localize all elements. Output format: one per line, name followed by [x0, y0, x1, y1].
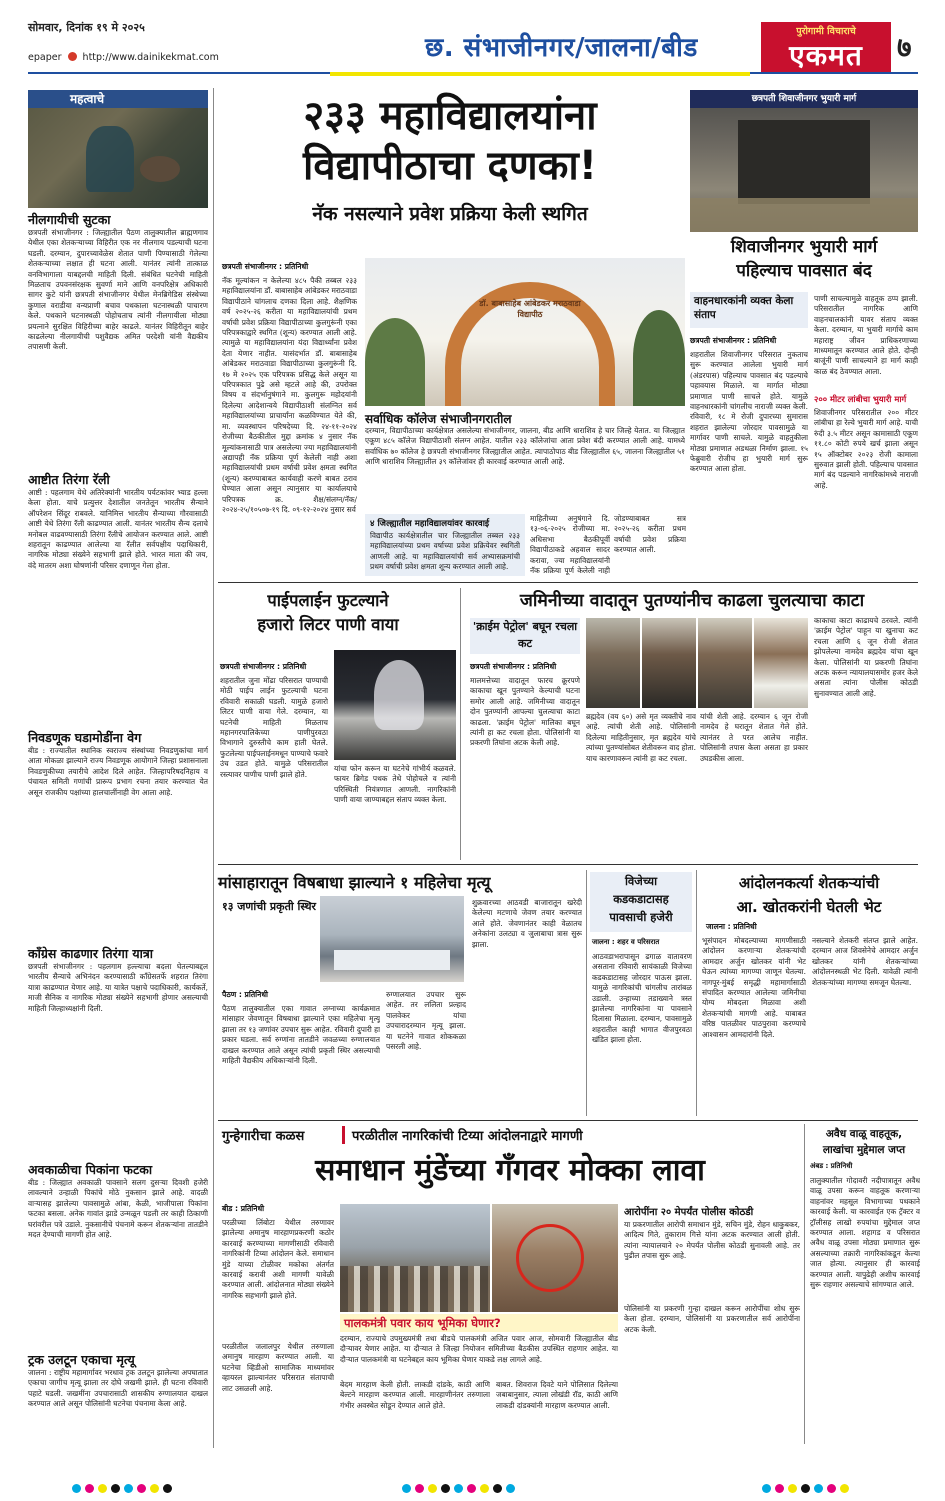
right-col1: शहरातील शिवाजीनगर परिसरात नुकताच सुरू करण्यात आलेला भुयारी मार्ग (अंडरपास) पहिल्याच पावसात बंद पडल्याचे पहावयास मिळाले. या मार्गात मोठ्या प्रमाणात पाणी साचले होते. यामुळे वाहनधारकांनी चांगलीच नाराजी व्यक्त केली. रविवारी, १८ मे रोजी दुपारच्या सुमारास शहरात झालेल्या जोरदार पावसामुळे या मार्गावर पाणी साचले. यामुळे वाहतुकीला मोठ्या प्रमाणात अडथळा निर्माण झाला. १५ फेब्रुवारी रोजीच हा भुयारी मार्ग सुरू करण्यात आला होता.	[690, 350, 808, 474]
sidebar-item-title: ट्रक उलटून एकाचा मृत्यू	[28, 1352, 135, 1367]
bottom-tag-left: गुन्हेगारीचा कळस	[222, 1129, 305, 1144]
poisoning-headline: मांसाहारातून विषबाधा झाल्याने १ महिलेचा मृत्यू	[218, 873, 491, 892]
column-divider	[804, 1124, 805, 1444]
poisoning-text: पैठण तालुक्यातील एका गावात लग्नाच्या कार्यक्रमात मांसाहार जेवणातून विषबाधा झाल्याने एका महिलेचा मृत्यू झाला तर १३ जणांवर उपचार सुरू आहेत. रविवारी दुपारी हा प्रकार घडला. सर्व रुग्णांना तातडीने जवळच्या रुग्णालयात दाखल करण्यात आले असून त्यांची प्रकृती स्थिर असल्याची माहिती वैद्यकीय अधिकाऱ्यांनी दिली.	[222, 1004, 380, 1066]
bottom-tag-separator	[342, 1126, 345, 1144]
farmer-headline-line2: आ. खोतकरांनी घेतली भेट	[736, 898, 882, 916]
bottom-col1b: परळीतील जलालपुर येथील तरुणाला अमानुष मारहाण करण्यात आली. या घटनेचा व्हिडीओ सामाजिक माध्यमांवर व्हायरल झाल्यानंतर परिसरात संतापाची लाट उसळली आहे.	[222, 1342, 334, 1393]
underpass-sign-text: छत्रपती शिवाजीनगर भुयारी मार्ग	[751, 94, 857, 104]
farmer-text: भूसंपादन मोबदल्याच्या मागणीसाठी आंदोलन करणाऱ्या शेतकऱ्यांची आमदार अर्जुन खोतकर यांनी भेट घेऊन त्यांच्या मागण्या जाणून घेतल्या. नागपूर-मुंबई समृद्धी महामार्गासाठी संपादित करण्यात आलेल्या जमिनीचा योग्य मोबदला मिळावा अशी शेतकऱ्यांची मागणी आहे. याबाबत वरिष्ठ पातळीवर पाठपुरावा करण्याचे आश्वासन आमदारांनी दिले.	[702, 936, 806, 1039]
lead-byline: छत्रपती संभाजीनगर : प्रतिनिधी	[222, 262, 309, 271]
bottom-col4: पोलिसांनी या प्रकरणी गुन्हा दाखल करून आरोपींचा शोध सुरू केला होता. दरम्यान, पोलिसांनी या प्रकरणातील सर्व आरोपींना अटक केली.	[624, 1304, 800, 1334]
column-divider	[586, 870, 587, 1116]
section-rule	[218, 864, 918, 865]
sidebar-item-title: निवडणूक घडामोडींना वेग	[28, 730, 142, 745]
victim-photo	[754, 618, 808, 708]
sidebar-item-text: आष्टी : पहलगाम येथे अतिरेक्यांनी भारतीय पर्यटकांवर भ्याड हल्ला केला होता. याचे प्रत्युत्तर देशातील जनतेतून भारतीय सैन्याने ऑपरेशन सिंदूर राबवले. यानिमित्त भारतीय सैन्याच्या गौरवासाठी आष्टी येथे तिरंगा रॅली काढण्यात आली. यानंतर भारतीय सैन्य दलाचे मनोबल वाढवण्यासाठी तिरंगा रॅलीचे आयोजन करण्यात आले. आष्टी शहरातून काढण्यात आलेल्या या रॅलीत सर्वपक्षीय पदाधिकारी, नागरिक मोठ्या संख्येने सहभागी झाले होते. भारत माता की जय, वंदे मातरम अशा घोषणांनी परिसर दणाणून गेला होता.	[28, 488, 208, 570]
tunnel-opening	[738, 120, 870, 204]
rain-headline-box	[590, 872, 692, 932]
poisoning-subhead: १३ जणांची प्रकृती स्थिर	[222, 900, 316, 913]
land-col1: मालमत्तेच्या वादातून फारच क्रूरपणे काकाचा खून पुतण्याने केल्याची घटना समोर आली आहे. जमिनीच्या वादातून दोन पुतण्यांनी आपल्या चुलत्याचा काटा काढला. 'क्राईम पेट्रोल' मालिका बघून त्यांनी हा कट रचला होता. पोलिसांनी या प्रकरणी तिघांना अटक केली आहे.	[470, 676, 580, 748]
sand-text: तालुक्यातील गोदावरी नदीपात्रातून अवैध वाळू उपसा करून वाहतूक करणाऱ्या वाहनांवर महसूल विभागाच्या पथकाने कारवाई केली. या कारवाईत एक ट्रॅक्टर व ट्रॉलीसह लाखो रुपयांचा मुद्देमाल जप्त करण्यात आला. शहागड व परिसरात अवैध वाळू उपसा मोठ्या प्रमाणात सुरू असल्याच्या तक्रारी नागरिकांकडून केल्या जात होत्या. त्यानुसार ही कारवाई करण्यात आली. यापुढेही अशीच कारवाई सुरू राहणार असल्याचे सांगण्यात आले.	[810, 1176, 920, 1290]
bottom-headline: समाधान मुंडेंच्या गँगवर मोक्का लावा	[315, 1153, 705, 1188]
bottom-col2: बेदम मारहाण केली होती. लाकडी दांडके, काठी आणि बेल्टने मारहाण करण्यात आली. मारहाणीनंतर तरुणाला गंभीर अवस्थेत सोडून देण्यात आले होते.	[340, 1380, 490, 1410]
sand-headline-line1: अवैध वाळू वाहतूक,	[825, 1128, 903, 1140]
masthead	[0, 0, 945, 80]
right-box-title: २०० मीटर लांबीचा भुयारी मार्ग	[814, 394, 907, 404]
bed-shape	[334, 950, 450, 970]
underpass-photo	[690, 90, 918, 232]
epaper-label: epaper	[28, 52, 62, 63]
pipeline-burst-photo	[334, 650, 456, 760]
poisoning-byline: पैठण : प्रतिनिधी	[222, 990, 268, 999]
pipeline-text2: यांचा फोन करून या घटनेचे गांभीर्य कळवले. फायर ब्रिगेड पथक तेथे पोहोचले व त्यांनी परिस्थिती नियंत्रणात आणली. नागरिकांनी पाणी वाया जाण्याबद्दल संताप व्यक्त केला.	[334, 764, 456, 805]
sidebar	[28, 90, 208, 1450]
lead-headline-line2: विद्यापीठाचा दणका!	[302, 143, 597, 189]
column-divider	[696, 870, 697, 1116]
land-col2: ब्रह्मदेव (वय ६०) असे मृत व्यक्तीचे नाव आहे. त्यांची शेती आहे. पोलिसांनी दिलेल्या माहितीनुसार, मृत ब्रह्मदेव यांचे त्यांच्या पुतण्यांसोबत शेतीवरून वाद होता. याच कारणावरून त्यांनी हा कट रचला.	[586, 712, 696, 763]
sand-byline: अंबड : प्रतिनिधी	[810, 1162, 853, 1170]
lead-action-box-title: ४ जिल्ह्यातील महाविद्यालयांवर कारवाई	[370, 519, 490, 529]
land-col4: काकाचा काटा काढायचे ठरवले. त्यांनी 'क्राईम पेट्रोल' पाहून या खुनाचा कट रचला आणि ६ जून रोजी शेतात झोपलेल्या नामदेव ब्रह्मदेव यांचा खून केला. पोलिसांनी या प्रकरणी तिघांना अटक करून न्यायालयासमोर हजर केले असता त्यांना पोलीस कोठडी सुनावण्यात आली आहे.	[814, 616, 918, 698]
column-divider	[460, 588, 461, 860]
sidebar-divider	[213, 88, 214, 1448]
rain-headline-line2: कडकडाटासह	[613, 892, 669, 906]
land-headline: जमिनीच्या वादातून पुतण्यांनीच काढला चुलत्याचा काटा	[519, 591, 865, 611]
bottom-photo-caption: पालकमंत्री पवार काय भूमिका घेणार?	[340, 1314, 618, 1332]
bottom-photo-caption-text: दरम्यान, राज्याचे उपमुख्यमंत्री तथा बीडचे पालकमंत्री अजित पवार आज, सोमवारी जिल्ह्यातील बीड दौऱ्यावर येणार आहेत. या दौऱ्यात ते जिल्हा नियोजन समितीच्या बैठकीस उपस्थित राहणार आहेत. या दौऱ्यात पालकमंत्री या घटनेबद्दल काय भूमिका घेणार याकडे लक्ष लागले आहे.	[340, 1334, 618, 1364]
accused-photo	[642, 618, 696, 708]
pipeline-text: शहरातील जुना मोंढा परिसरात पाण्याची मोठी पाईप लाईन फुटल्याची घटना रविवारी सकाळी घडली. यामुळे हजारो लिटर पाणी वाया गेले. दरम्यान, या घटनेची माहिती मिळताच महानगरपालिकेच्या पाणीपुरवठा विभागाने दुरुस्तीचे काम हाती घेतले. फुटलेल्या पाईपलाईनमधून पाण्याचे फवारे उंच उडत होते. यामुळे परिसरातील रस्त्यावर पाणीच पाणी झाले होते.	[220, 676, 328, 779]
rain-byline: जालना : शहर व परिसरात	[592, 938, 660, 946]
pipeline-headline-line1: पाईपलाईन फुटल्याने	[267, 591, 389, 610]
sidebar-item-text: छत्रपती संभाजीनगर : पहलगाम हल्ल्याचा बदला घेतल्याबद्दल भारतीय सैन्याचे अभिनंदन करण्यासाठी काँग्रेसतर्फे शहरात तिरंगा यात्रा काढण्यात येणार आहे. या यात्रेत पक्षाचे पदाधिकारी, कार्यकर्ते, माजी सैनिक व नागरिक मोठ्या संख्येने सहभागी होणार असल्याची माहिती जिल्हाध्यक्षांनी दिली.	[28, 962, 208, 1013]
sidebar-item-text: जालना : राष्ट्रीय महामार्गावर भरधाव ट्रक उलटून झालेल्या अपघातात एकाचा जागीच मृत्यू झाला तर दोघे जखमी झाले. ही घटना रविवारी पहाटे घडली. जखमींना उपचारासाठी शासकीय रुग्णालयात दाखल करण्यात आले असून पोलिसांनी घटनेचा पंचनामा केला आहे.	[28, 1368, 208, 1409]
sidebar-item-title: नीलगायीची सुटका	[28, 212, 111, 227]
crowd-shape	[340, 1266, 490, 1312]
epaper-line	[28, 52, 219, 63]
accused-photo	[586, 618, 640, 708]
land-subhead: 'क्राईम पेट्रोल' बघून रचला कट	[470, 618, 580, 654]
lead-photo-caption-text: दरम्यान, विद्यापीठाच्या कार्यक्षेत्रात असलेल्या संभाजीनगर, जालना, बीड आणि धाराशिव हे चार जिल्हे येतात. या जिल्ह्यात एकूण ४८५ कॉलेज विद्यापीठाशी संलग्न आहेत. यातील २३३ कॉलेजांचा आता प्रवेश बंदी करण्यात आली आहे. यामध्ये सर्वाधिक ७० कॉलेज हे छत्रपती संभाजीनगर जिल्ह्यातील आहेत. त्यापाठोपाठ बीड जिल्ह्यातील ६५, जालना जिल्ह्यातील ५१ आणि धाराशिव जिल्ह्यातील ३९ कॉलेजांवर ही कारवाई करण्यात आली आहे.	[365, 426, 685, 467]
water-surface	[690, 198, 918, 232]
section-rule	[218, 582, 918, 583]
arch-inscription: डॉ. बाबासाहेब आंबेडकर मराठवाडा विद्यापीठ	[479, 299, 581, 319]
victim-injury-photo	[492, 1204, 618, 1312]
edition-title: छ. संभाजीनगर/जालना/बीड	[425, 33, 698, 63]
farmer-byline: जालना : प्रतिनिधी	[706, 922, 757, 931]
university-arch-photo	[365, 258, 685, 406]
lead-col1: नॅक मूल्यांकन न केलेल्या ४८५ पैकी तब्बल २३३ महाविद्यालयांना डॉ. बाबासाहेब आंबेडकर मराठवाडा विद्यापीठाने चांगलाच दणका दिला आहे. शैक्षणिक वर्ष २०२५-२६ करीता या महाविद्यालयांची प्रथम वर्षाची प्रवेश प्रक्रिया विद्यापीठाच्या कुलगुरूंनी एका परिपत्रकाद्वारे स्थगित (शून्य) करण्यात आली आहे. त्यामुळे या महाविद्यालयांना यंदा विद्यार्थ्यांना प्रवेश देता येणार नाहीत. यासंदर्भात डॉ. बाबासाहेब आंबेडकर मराठवाडा विद्यापीठाच्या कुलगुरूंनी दि. १७ मे २०२५ एक परिपत्रक प्रसिद्ध केले असून या परिपत्रकात पुढे असे म्हटले आहे की, उपरोक्त विषय व संदर्भानुषंगाने मा. कुलगुरू महोदयांनी दिलेल्या आदेशान्वये विद्यापीठाशी संलग्नित सर्व महाविद्यालयांच्या प्राचार्यांना कळविण्यात येते की, मा. व्यवस्थापन परिषदेच्या दि. २४-११-२०२४ रोजीच्या बैठकीतील मुद्दा क्रमांक ४ नुसार नॅक मूल्यांकनासाठी पात्र असलेल्या ज्या महाविद्यालयांनी अद्यापही नॅक प्रक्रिया पूर्ण केलेली नाही अशा महाविद्यालयांची प्रथम वर्षाची प्रवेश क्षमता स्थगित (शून्य) करण्याबाबत कार्यवाही करणे बाबत ठराव घेण्यात आला असून त्यानुसार या कार्यालयाचे परिपत्रक क्र. शैक्ष/संलग्न/नॅक/२०२४-२५/१०५०७-१९ दि. ०९-१२-२०२४ नुसार सर्व	[222, 276, 357, 514]
lead-subhead: नॅक नसल्याने प्रवेश प्रक्रिया केली स्थगित	[312, 203, 588, 225]
land-byline: छत्रपती संभाजीनगर : प्रतिनिधी	[470, 662, 557, 671]
farmer-headline-line1: आंदोलनकर्त्या शेतकऱ्यांची	[738, 874, 880, 892]
sidebar-item-title: अवकाळीचा पिकांना फटका	[28, 1162, 153, 1177]
bottom-col3: बाबत. शिवराज दिवटे याने पोलिसात दिलेल्या जबाबानुसार, त्याला लोखंडी रॉड, काठी आणि लाकडी दांडक्यांनी मारहाण करण्यात आली.	[496, 1380, 618, 1410]
right-col2: पाणी साचल्यामुळे वाहतूक ठप्प झाली. परिसरातील नागरिक आणि वाहनचालकांनी यावर संताप व्यक्त केला. दरम्यान, या भुयारी मार्गाचे काम महाराष्ट्र जीवन प्राधिकरणाच्या माध्यमातून करण्यात आले होते. दोन्ही बाजूंनी पाणी साचल्याने हा मार्ग काही काळ बंद ठेवण्यात आला.	[814, 294, 918, 376]
right-subhead: वाहनधारकांनी व्यक्त केला संताप	[690, 292, 808, 328]
epaper-url[interactable]: http://www.dainikekmat.com	[82, 52, 219, 63]
accused-photo	[698, 618, 752, 708]
right-box-text: शिवाजीनगर परिसरातील २०० मीटर लांबीचा हा रेल्वे भुयारी मार्ग आहे. याची रुंदी ३.५ मीटर असून कामासाठी एकूण ११.८० कोटी रुपये खर्च झाला असून १५ ऑक्टोबर २०२३ रोजी कामाला सुरुवात झाली होती. पहिल्याच पावसात मार्ग बंद पडल्याने नागरिकांमध्ये नाराजी आहे.	[814, 408, 918, 490]
animal-figure	[140, 156, 180, 182]
bottom-col1: परळीच्या लिंबोटा येथील तरुणावर झालेल्या अमानुष मारहाणप्रकरणी कठोर कारवाई करण्याच्या मागणीसाठी रविवारी नागरिकांनी टिय्या आंदोलन केले. समाधान मुंडे याच्या टोळीवर मकोका अंतर्गत कारवाई करावी अशी मागणी यावेळी करण्यात आली. आंदोलनात मोठ्या संख्येने नागरिक सहभागी झाले होते.	[222, 1218, 334, 1300]
registration-marks-left	[70, 1478, 174, 1497]
arrest-box-title: आरोपींना २० मेपर्यंत पोलीस कोठडी	[624, 1207, 754, 1218]
right-headline-line1: शिवाजीनगर भुयारी मार्ग	[730, 237, 878, 257]
registration-marks-center	[400, 1478, 517, 1497]
right-byline: छत्रपती संभाजीनगर : प्रतिनिधी	[690, 336, 777, 345]
poisoning-text3: शुक्रवारच्या आठवडी बाजारातून खरेदी केलेल्या मटणाचे जेवण तयार करण्यात आले होते. जेवणानंतर काही वेळातच अनेकांना उलट्या व जुलाबाचा त्रास सुरू झाला.	[472, 898, 582, 949]
lead-action-box	[365, 514, 525, 576]
hospital-photo	[320, 896, 464, 982]
sidebar-item-text: छत्रपती संभाजीनगर : जिल्ह्यातील पैठण तालुक्यातील ब्राह्मणगाव येथील एका शेतकऱ्याच्या विहिरीत एक नर नीलगाय पडल्याची घटना घडली. दरम्यान, दुपारच्यावेळेस शेतात पाणी पिण्यासाठी गेलेल्या शेतकऱ्याच्या लक्षात ही घटना आली. यानंतर त्यांनी तात्काळ वनविभागाला याबद्दलची माहिती दिली. संबंधित घटनेची माहिती मिळताच उपवनसंरक्षक सुवर्णा माने आणि वनपरिक्षेत्र अधिकारी सागर कुटे यांनी छत्रपती संभाजीनगर येथील मेनब्रिगेडिस संस्थेच्या कुणाल वराडीया वन्यप्राणी बचाव पथकाला घटनास्थळी पाचारण केले. पथकाने घटनास्थळी पोहोचताच त्यांनी नीलगायीला मोठ्या प्रयत्नाने सुरक्षित विहिरीच्या बाहेर काढले. यानंतर विहिरीतून बाहेर काढलेल्या नीलगायीची पशुवैद्यक अमित परदेशी यांनी वैद्यकीय तपासणी केली.	[28, 228, 208, 352]
tree-shape	[633, 310, 685, 406]
sand-headline-line2: लाखांचा मुद्देमाल जप्त	[822, 1144, 906, 1156]
pipeline-byline: छत्रपती संभाजीनगर : प्रतिनिधी	[220, 662, 307, 671]
brand-box	[761, 22, 891, 74]
protest-photo	[340, 1204, 490, 1312]
masthead-yellow-band	[330, 72, 750, 76]
highlight-circle	[516, 1224, 584, 1292]
section-rule	[218, 1120, 918, 1121]
page-number: ७	[897, 31, 912, 64]
bottom-tag-right: परळीतील नागरिकांची टिय्या आंदोलनाद्वारे मागणी	[352, 1129, 583, 1144]
globe-icon	[68, 52, 77, 61]
lead-col3: माहितीच्या अनुषंगाने दि. १३-०६-२०२५ रोजीच्या मा. अधिसभा बैठकीपूर्वी विद्यापीठाकडे अहवाल सादर करावा, ज्या महाविद्यालयांनी नॅक प्रक्रिया पूर्ण केलेली नाही	[530, 514, 610, 576]
sidebar-header: महत्वाचे	[28, 90, 208, 108]
water-spray	[374, 660, 424, 730]
net-figure	[86, 126, 134, 192]
tree-shape	[365, 318, 425, 406]
lead-action-box-text: विद्यापीठ कार्यक्षेत्रातील चार जिल्ह्यातील तब्बल २३३ महाविद्यालयांच्या प्रथम वर्षाच्या प्रवेश प्रक्रियेवर स्थगिती आणली आहे. या महाविद्यालयांची सर्व अभ्यासक्रमांची प्रथम वर्षाची प्रवेश क्षमता शून्य करण्यात आली आहे.	[370, 531, 520, 572]
sidebar-item-title: आष्टीत तिरंगा रॅली	[28, 472, 110, 487]
lead-photo-caption-title: सर्वाधिक कॉलेज संभाजीनगरातील	[365, 412, 512, 426]
rain-headline-line1: विजेच्या	[624, 874, 658, 888]
date-line: सोमवार, दिनांक १९ मे २०२५	[28, 21, 145, 34]
brand-logo: एकमत	[789, 39, 863, 72]
rain-headline-line3: पावसाची हजेरी	[609, 910, 673, 924]
underpass-sign-board	[690, 90, 918, 108]
lead-col4: जोडण्याबाबत सत्र २०२५-२६ करीता प्रथम वर्षाची प्रवेश प्रक्रिया करण्यात आली.	[614, 514, 686, 555]
registration-marks-right	[760, 1478, 851, 1497]
arrest-box-text: या प्रकरणातील आरोपी समाधान मुंडे, सचिन मुंडे, रोहन धाकुबकर, आदित्य गिते, तुकाराम गित्ते यांना अटक करण्यात आली होती. त्यांना न्यायालयाने २० मेपर्यंत पोलीस कोठडी सुनावली आहे. तर पुढील तपास सुरू आहे.	[624, 1220, 800, 1261]
lead-headline-line1: २३३ महाविद्यालयांना	[303, 93, 597, 139]
rain-text: आठवडाभरापासून ढगाळ वातावरण असताना रविवारी सायंकाळी विजेच्या कडकडाटासह जोरदार पाऊस झाला. यामुळे नागरिकांची चांगलीच तारांबळ उडाली. उन्हाच्या तडाख्याने त्रस्त झालेल्या नागरिकांना या पावसाने दिलासा मिळाला. दरम्यान, पावसामुळे शहरातील काही भागात वीजपुरवठा खंडित झाला होता.	[592, 952, 692, 1045]
pipeline-headline-line2: हजारो लिटर पाणी वाया	[257, 615, 399, 634]
sidebar-item-text: बीड : राज्यातील स्थानिक स्वराज्य संस्थांच्या निवडणुकांचा मार्ग आता मोकळा झाल्याने राज्य निवडणूक आयोगाने जिल्हा प्रशासनाला निवडणुकीच्या तयारीचे आदेश दिले आहेत. जिल्हापरिषदनिहाय व पंचायत समिती गणांची प्रारूप प्रभाग रचना तयार करण्यात येत असून राजकीय पक्षांच्या हालचालींनाही वेग आला आहे.	[28, 746, 208, 797]
sidebar-item-text: बीड : जिल्ह्यात अवकाळी पावसाने सलग दुसऱ्या दिवशी हजेरी लावल्याने उन्हाळी पिकांचे मोठे नुकसान झाले आहे. वादळी वाऱ्यासह झालेल्या पावसामुळे आंबा, केळी, भाजीपाला पिकांना फटका बसला. अनेक गावांत झाडे उन्मळून पडली तर काही ठिकाणी घरांवरील पत्रे उडाले. नुकसानीचे पंचनामे करून शेतकऱ्यांना तातडीने मदत देण्याची मागणी होत आहे.	[28, 1178, 208, 1240]
bottom-byline: बीड : प्रतिनिधी	[222, 1204, 265, 1213]
poisoning-text2: रुग्णालयात उपचार सुरू आहेत. तर ललिता प्रल्हाद पालवेकर यांचा उपचारादरम्यान मृत्यू झाला. या घटनेने गावात शोककळा पसरली आहे.	[386, 990, 466, 1052]
tagline: पुरोगामी विचाराचे	[796, 26, 856, 37]
sidebar-item-title: कॉंग्रेस काढणार तिरंगा यात्रा	[28, 946, 154, 961]
land-col3: यांची शेती आहे. दरम्यान ६ जून रोजी नामदेव हे घरातून शेतात गेले होते. त्यानंतर ते परत आलेच नाहीत. पोलिसांनी तपास केला असता हा प्रकार उघडकीस आला.	[700, 712, 808, 763]
farmer-text2: नसल्याने शेतकरी संतप्त झाले आहेत. दरम्यान आज शिवसेनेचे आमदार अर्जुन खोतकर यांनी शेतकऱ्यांच्या आंदोलनस्थळी भेट दिली. यावेळी त्यांनी शेतकऱ्यांच्या मागण्या समजून घेतल्या.	[812, 936, 918, 987]
right-headline-line2: पहिल्याच पावसात बंद	[736, 261, 872, 281]
nilgai-rescue-photo	[28, 108, 208, 208]
